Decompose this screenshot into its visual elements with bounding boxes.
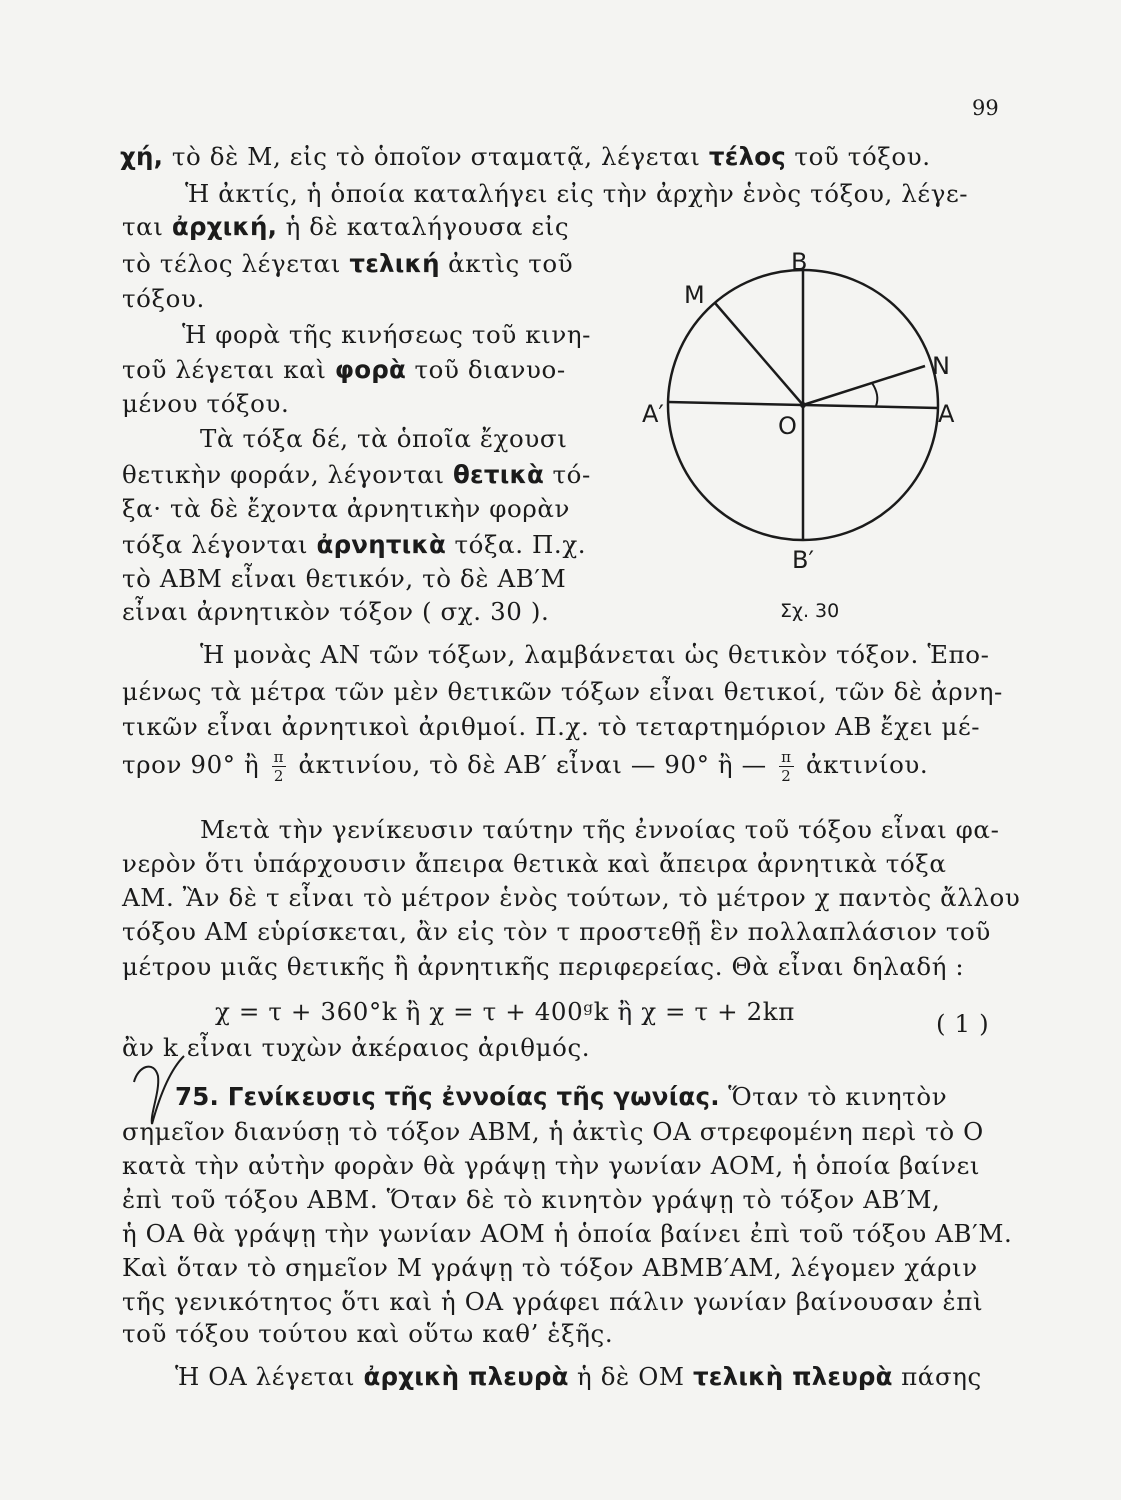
text-span: ἡ δὲ ΟΜ	[568, 1362, 693, 1391]
angle-arc	[872, 383, 877, 406]
text-span: θετικὴν φοράν, λέγονται	[122, 460, 453, 489]
radius-om	[715, 303, 803, 405]
text-span: τὸ δὲ Μ, εἰς τὸ ὁποῖον σταματᾷ, λέγεται	[171, 142, 709, 171]
page-number: 99	[972, 96, 999, 120]
text-span: ἀκτινίου.	[805, 750, 929, 779]
label-o: O	[778, 412, 797, 440]
text-span: πάσης	[892, 1362, 982, 1391]
text-span: Τὰ τόξα δέ, τὰ ὁποῖα ἔχουσι	[200, 424, 568, 453]
text-line	[122, 1287, 984, 1316]
text-line	[122, 1151, 981, 1180]
label-m: M	[684, 281, 705, 309]
label-a: A	[938, 400, 955, 428]
bold-term: τέλος	[708, 142, 787, 171]
text-span: τρον 90° ἢ	[122, 750, 260, 779]
text-line	[122, 712, 981, 741]
text-span: μέτρου μιᾶς θετικῆς ἢ ἀρνητικῆς περιφερείας. Θὰ εἶναι δηλαδή :	[122, 952, 965, 981]
radius-on	[803, 366, 925, 405]
label-b: B	[791, 248, 808, 276]
text-span: Ἡ μονὰς ΑΝ τῶν τόξων, λαμβάνεται ὡς θετικὸν τόξον. Ἑπο-	[200, 640, 990, 669]
text-line	[185, 179, 969, 208]
equation-number	[936, 1009, 990, 1038]
text-line	[200, 640, 990, 669]
circle-diagram	[640, 240, 970, 630]
text-line	[122, 917, 991, 946]
text-span: τῆς γενικότητος ὅτι καὶ ἡ ΟΑ γράφει πάλιν γωνίαν βαίνουσαν ἐπὶ	[122, 1287, 984, 1316]
text-span: Μετὰ τὴν γενίκευσιν ταύτην τῆς ἐννοίας τοῦ τόξου εἶναι φα-	[200, 815, 1000, 844]
text-span: τόξα λέγονται	[122, 530, 317, 559]
text-span: ξα· τὰ δὲ ἔχοντα ἀρνητικὴν φορὰν	[122, 494, 571, 523]
text-line	[122, 530, 587, 559]
text-line	[122, 883, 1021, 912]
text-line	[122, 355, 566, 384]
text-line	[122, 1253, 978, 1282]
text-line	[182, 320, 592, 349]
bold-term: ἀρνητικὰ	[316, 530, 447, 559]
center-point	[800, 402, 806, 408]
text-span: ΑΜ. Ἂν δὲ τ εἶναι τὸ μέτρον ἑνὸς τούτων, τὸ μέτρον χ παντὸς ἄλλου	[122, 883, 1021, 912]
text-span: τοῦ λέγεται καὶ	[122, 355, 335, 384]
text-line	[122, 1219, 1013, 1248]
text-line	[122, 494, 571, 523]
text-line	[122, 1319, 614, 1348]
text-span: τὸ ΑΒΜ εἶναι θετικόν, τὸ δὲ ΑΒ′Μ	[122, 564, 567, 593]
text-span: ἂν k εἶναι τυχὼν ἀκέραιος ἀριθμός.	[122, 1033, 591, 1062]
text-span: σημεῖον διανύσῃ τὸ τόξον ΑΒΜ, ἡ ἀκτὶς ΟΑ στρεφομένη περὶ τὸ Ο	[122, 1117, 984, 1146]
text-span: Ἡ ἀκτίς, ἡ ὁποία καταλήγει εἰς τὴν ἀρχὴν ἑνὸς τόξου, λέγε-	[185, 179, 969, 208]
text-span: Ἡ φορὰ τῆς κινήσεως τοῦ κινη-	[182, 320, 592, 349]
text-span: Καὶ ὅταν τὸ σημεῖον Μ γράψῃ τὸ τόξον ΑΒΜΒ′ΑΜ, λέγομεν χάριν	[122, 1253, 978, 1282]
equation-label: ( 1 )	[936, 1009, 990, 1038]
bold-term: ἀρχική,	[171, 212, 278, 241]
fraction-pi-over-2	[272, 748, 286, 785]
text-span: ται	[122, 212, 172, 241]
text-span: ἀκτὶς τοῦ	[439, 249, 574, 278]
text-line	[122, 1185, 941, 1214]
text-span: ἡ ΟΑ θὰ γράψῃ τὴν γωνίαν ΑΟΜ ἡ ὁποία βαίνει ἐπὶ τοῦ τόξου ΑΒ′Μ.	[122, 1219, 1013, 1248]
text-span: τό-	[544, 460, 591, 489]
label-b-prime: B′	[792, 546, 814, 574]
text-line	[122, 952, 965, 981]
text-span: τόξου ΑΜ εὑρίσκεται, ἂν εἰς τὸν τ προστεθῇ ἓν πολλαπλάσιον τοῦ	[122, 917, 991, 946]
text-line	[200, 815, 1000, 844]
text-span: τὸ τέλος λέγεται	[122, 249, 350, 278]
text-line	[122, 597, 550, 626]
fraction-denominator: 2	[781, 767, 792, 785]
text-span: Ἡ ΟΑ λέγεται	[175, 1362, 364, 1391]
text-span: τοῦ τόξου τούτου καὶ οὕτω καθ’ ἑξῆς.	[122, 1319, 614, 1348]
text-line	[122, 849, 947, 878]
text-line	[122, 249, 574, 278]
section-heading: 75. Γενίκευσις τῆς ἐννοίας τῆς γωνίας.	[175, 1082, 720, 1111]
bold-term: χή,	[120, 142, 172, 171]
fraction-pi-over-2	[779, 748, 793, 785]
label-n: N	[932, 352, 950, 380]
text-span: ἡ δὲ καταλήγουσα εἰς	[277, 212, 570, 241]
text-line	[122, 389, 290, 418]
text-span: τικῶν εἶναι ἀρνητικοὶ ἀριθμοί. Π.χ. τὸ τεταρτημόριον ΑΒ ἔχει μέ-	[122, 712, 981, 741]
figure-caption: Σχ. 30	[780, 600, 840, 622]
text-span: Ὅταν τὸ κινητὸν	[719, 1082, 948, 1111]
text-line	[120, 142, 990, 171]
text-span: κατὰ τὴν αὐτὴν φορὰν θὰ γράψῃ τὴν γωνίαν ΑΟΜ, ἡ ὁποία βαίνει	[122, 1151, 981, 1180]
text-span: ἀκτινίου, τὸ δὲ ΑΒ′ εἶναι — 90° ἢ —	[298, 750, 767, 779]
text-line	[122, 460, 591, 489]
text-span: τοῦ τόξου.	[786, 142, 931, 171]
equation-line	[215, 997, 795, 1026]
text-span: ἐπὶ τοῦ τόξου ΑΒΜ. Ὅταν δὲ τὸ κινητὸν γράψῃ τὸ τόξον ΑΒ′Μ,	[122, 1185, 941, 1214]
text-line	[122, 1033, 591, 1062]
text-line	[122, 284, 205, 313]
bold-term: ἀρχικὴ πλευρὰ	[363, 1362, 569, 1391]
fraction-denominator: 2	[273, 767, 284, 785]
text-span: τόξου.	[122, 284, 205, 313]
text-line	[122, 212, 570, 241]
text-line	[200, 424, 568, 453]
bold-term: τελικὴ πλευρὰ	[692, 1362, 893, 1391]
section-heading-line	[175, 1082, 948, 1111]
text-line	[122, 1117, 984, 1146]
text-line	[175, 1362, 982, 1391]
text-span: μένου τόξου.	[122, 389, 290, 418]
equation: χ = τ + 360°k ἢ χ = τ + 400ᵍk ἢ χ = τ + 2kπ	[215, 997, 795, 1026]
bold-term: θετικὰ	[453, 460, 545, 489]
text-line	[122, 564, 567, 593]
text-span: εἶναι ἀρνητικὸν τόξον ( σχ. 30 ).	[122, 597, 550, 626]
fraction-numerator: π	[273, 748, 285, 766]
text-line	[122, 677, 1003, 706]
label-a-prime: A′	[642, 400, 664, 428]
text-span: νερὸν ὅτι ὑπάρχουσιν ἄπειρα θετικὰ καὶ ἄπειρα ἀρνητικὰ τόξα	[122, 849, 947, 878]
text-span: τοῦ διανυο-	[406, 355, 566, 384]
figure-30	[640, 240, 970, 630]
bold-term: τελική	[349, 249, 440, 278]
fraction-numerator: π	[781, 748, 792, 766]
bold-term: φορὰ	[334, 355, 407, 384]
text-span: μένως τὰ μέτρα τῶν μὲν θετικῶν τόξων εἶναι θετικοί, τῶν δὲ ἀρνη-	[122, 677, 1003, 706]
text-span: τόξα. Π.χ.	[446, 530, 587, 559]
text-line	[122, 748, 928, 785]
